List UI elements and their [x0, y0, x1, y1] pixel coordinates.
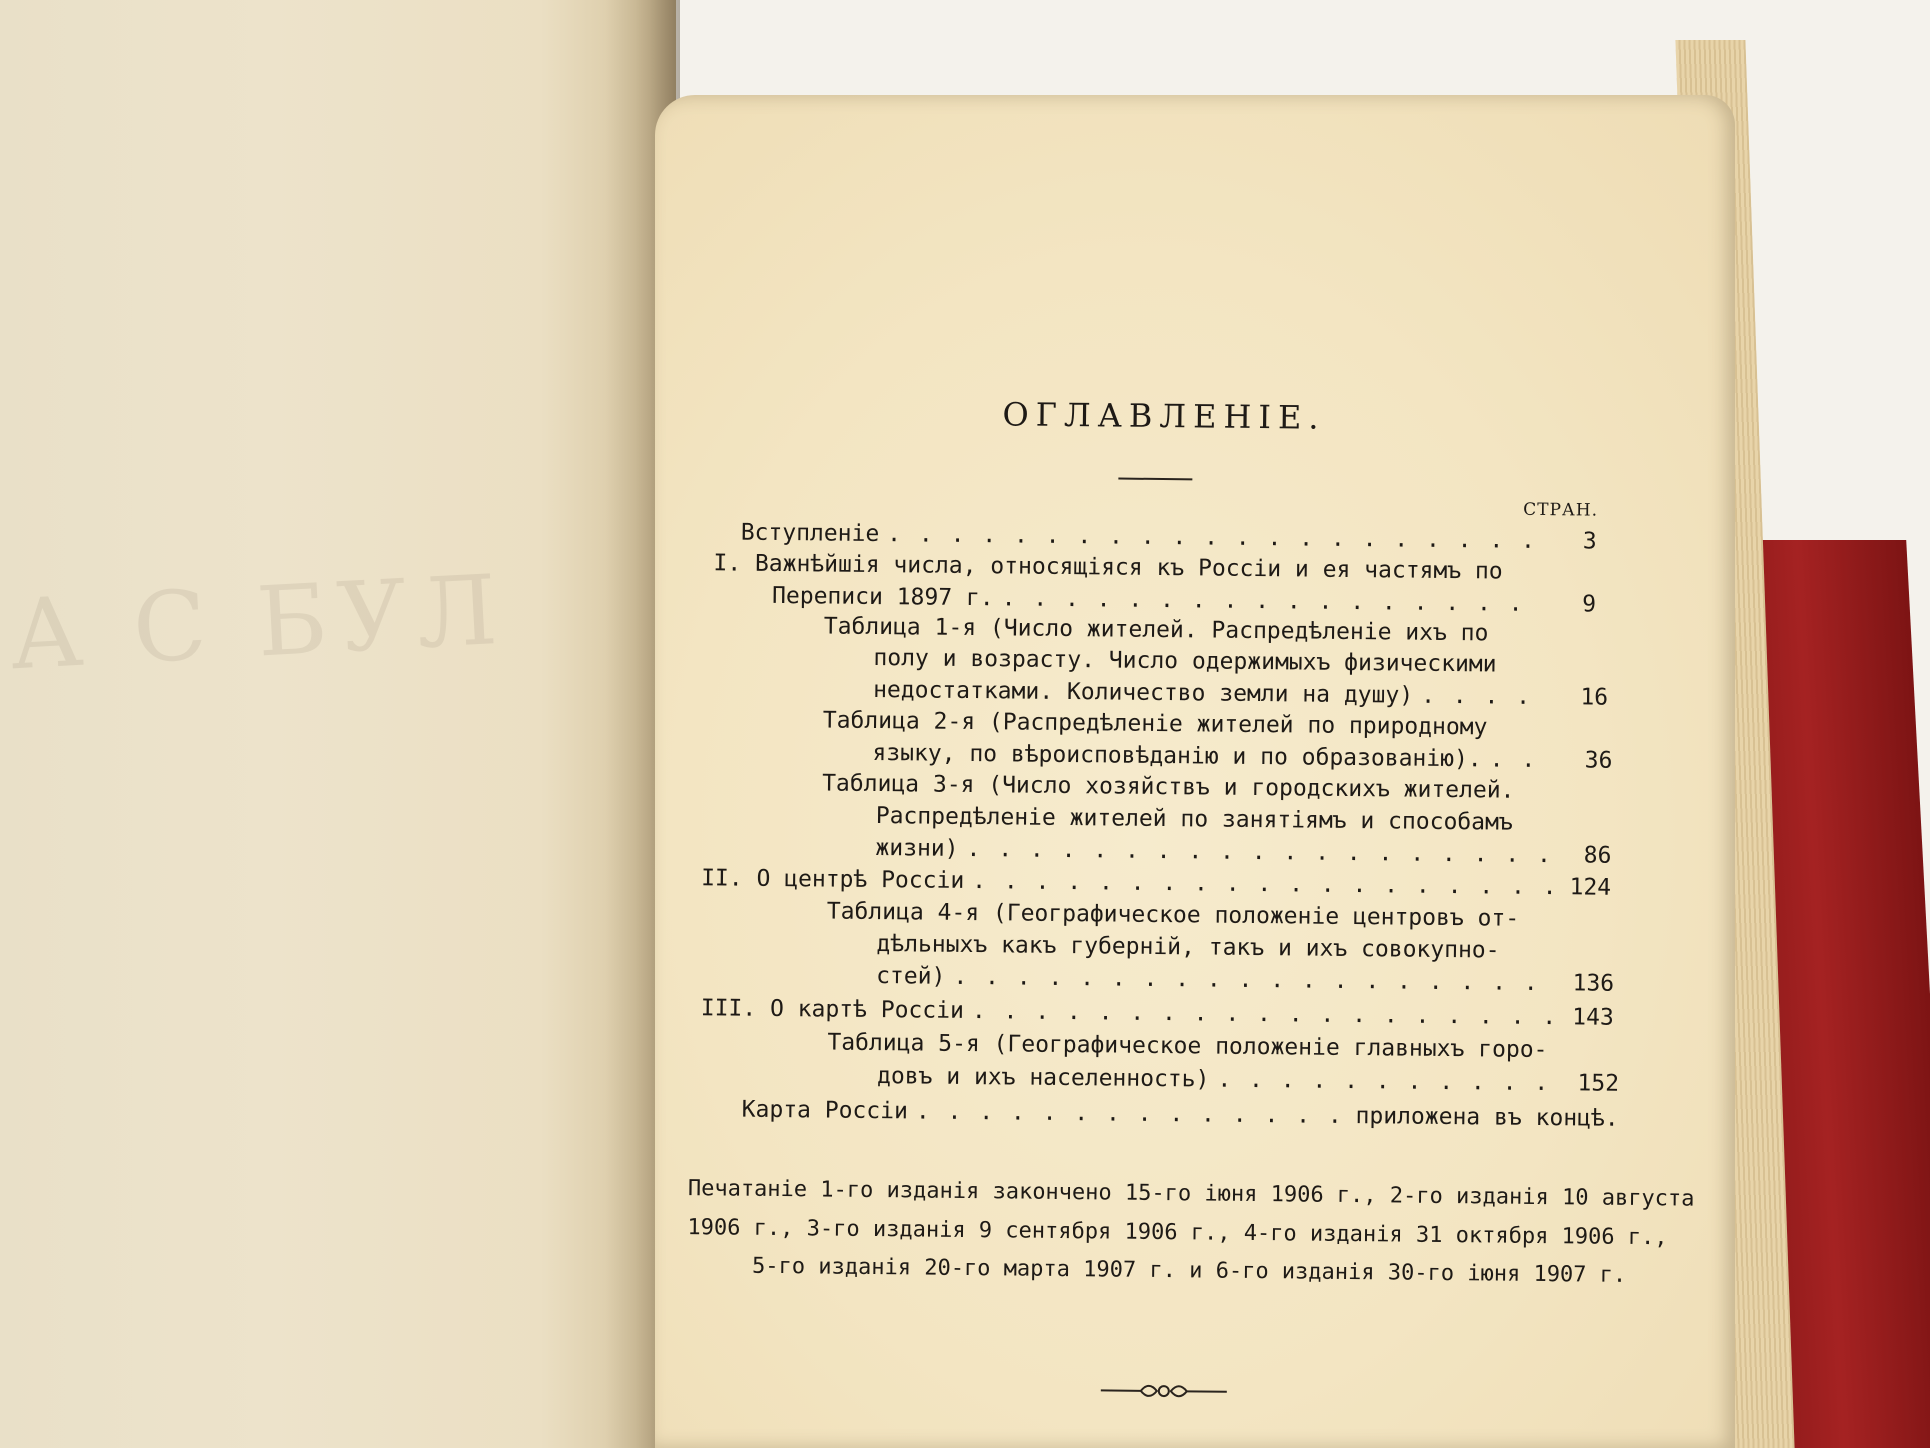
toc-entry: [701, 995, 1614, 1031]
toc-entry-text: стей): [876, 963, 946, 990]
printing-note-line: 5-го изданія 20-го марта 1907 г. и 6-го изданія 30-го іюня 1907 г.: [751, 1253, 1627, 1288]
ornament-divider-icon: [1099, 1378, 1229, 1403]
leader-dots: [1421, 683, 1550, 710]
toc-entry: Таблица 2-я (Распредѣленіе жителей по природному: [822, 707, 1488, 741]
leader-dots: [1217, 1067, 1561, 1097]
toc-entry: [772, 583, 1596, 618]
leader-dots: [953, 964, 1556, 996]
toc-entry: Таблица 1-я (Число жителей. Распредѣленіе ихъ по: [823, 613, 1489, 647]
toc-entry-page: 3: [1582, 528, 1597, 555]
toc-entry: Таблица 5-я (Географическое положеніе главныхъ горо-: [827, 1029, 1548, 1064]
toc-entry: полу и возрасту. Число одержимыхъ физическими: [873, 644, 1497, 678]
toc-entry: [741, 520, 1597, 555]
toc-entry-text: довъ и ихъ населенность): [876, 1063, 1210, 1093]
toc-entry: I. Важнѣйшія числа, относящіяся къ Россіи и ея частямъ по: [713, 550, 1503, 585]
toc-entry-text: Карта Россіи: [741, 1096, 909, 1125]
printing-note-line: Печатаніе 1-го изданія закончено 15-го іюня 1906 г., 2-го изданія 10 августа: [687, 1176, 1695, 1212]
page-title: ОГЛАВЛЕНІЕ.: [1002, 395, 1326, 437]
leader-dots: [916, 1098, 1348, 1129]
leader-dots: [1002, 585, 1539, 617]
toc-entry: [872, 740, 1612, 774]
leader-dots: [887, 521, 1539, 554]
printing-note-line: 1906 г., 3-го изданія 9 сентября 1906 г., 4-го изданія 31 октября 1906 г.,: [687, 1215, 1668, 1251]
toc-entry-page: 152: [1577, 1070, 1620, 1097]
toc-entry-text: языку, по вѣроисповѣданію и по образованію).: [872, 739, 1482, 773]
leader-dots: [1490, 746, 1555, 773]
toc-entry-page: 36: [1584, 747, 1613, 774]
toc-entry-page: 143: [1572, 1004, 1614, 1031]
toc-entry: [873, 677, 1608, 711]
toc-entry-page: 16: [1580, 684, 1609, 711]
toc-entry: Таблица 3-я (Число хозяйствъ и городскихъ жителей.: [822, 770, 1515, 804]
toc-entry-text: Вступленіе: [740, 519, 880, 548]
toc-entry: [877, 1063, 1619, 1097]
toc-entry: [701, 865, 1611, 901]
leader-dots: [972, 998, 1556, 1030]
toc-entry-text: III. О картѣ Россіи: [700, 995, 965, 1024]
bleed-through-text: А С БУЛ: [7, 553, 510, 692]
toc-entry-text: жизни): [875, 835, 959, 862]
page-column-header: СТРАН.: [1523, 499, 1599, 521]
toc-entry-page: 124: [1569, 874, 1612, 901]
toc-entry: [875, 835, 1611, 869]
title-rule: [1118, 478, 1192, 481]
toc-entry: [742, 1097, 1619, 1132]
leader-dots: [972, 868, 1553, 900]
toc-entry-page: 9: [1582, 591, 1597, 618]
toc-entry: Распредѣленіе жителей по занятіямъ и способамъ: [875, 803, 1513, 836]
toc-entry-page: 86: [1583, 842, 1612, 869]
toc-entry-page: 136: [1572, 970, 1615, 997]
leader-dots: [966, 836, 1553, 868]
toc-entry-text: Переписи 1897 г.: [771, 582, 994, 612]
toc-entry-text: недостатками. Количество земли на душу): [873, 676, 1414, 709]
toc-entry-text: II. О центрѣ Россіи: [701, 865, 965, 894]
toc-entry-page: приложена въ концѣ.: [1355, 1103, 1619, 1132]
toc-entry: Таблица 4-я (Географическое положеніе центровъ от-: [826, 898, 1520, 932]
toc-entry: дѣльныхъ какъ губерній, такъ и ихъ совокупно-: [876, 931, 1500, 964]
toc-entry: [876, 963, 1614, 997]
